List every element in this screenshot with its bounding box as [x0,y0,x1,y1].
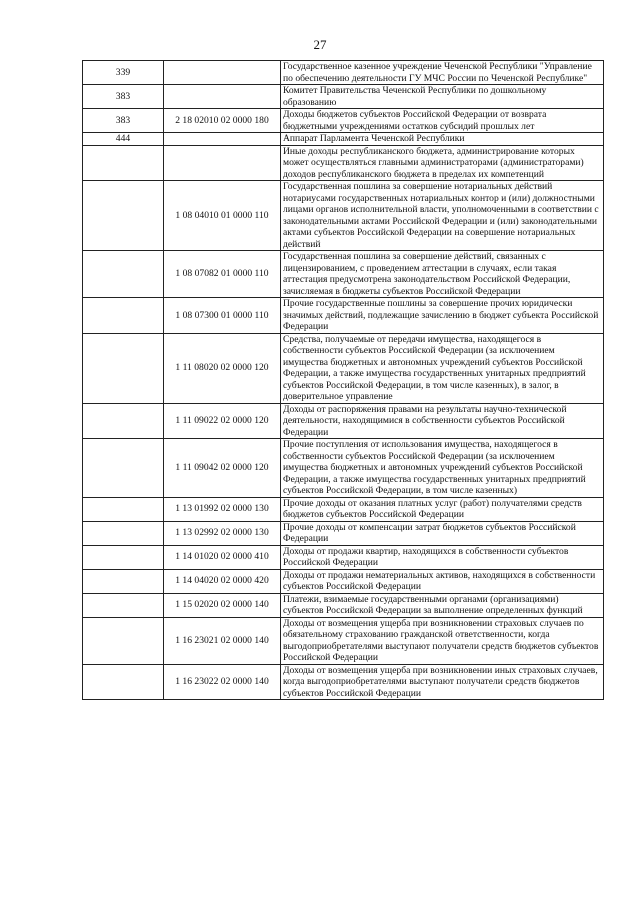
revenue-name-cell: Иные доходы республиканского бюджета, администрирование которых может осуществляться главными администраторами (администраторами) доходов республиканского бюджета в пределах их компетенций [281,145,604,181]
table-row [83,251,604,298]
revenue-name-cell: Прочие доходы от оказания платных услуг (работ) получателями средств бюджетов субъектов Российской Федерации [281,497,604,521]
budget-code-cell: 2 18 02010 02 0000 180 [164,109,281,133]
admin-code-cell [83,664,164,700]
revenue-name-cell: Государственная пошлина за совершение нотариальных действий нотариусами государственных нотариальных контор и (или) должностными лицами органов исполнительной власти, уполномоченными в соответствии с законодательными актами Российской Федерации и (или) законодательными актами субъектов Российской Федерации на совершение нотариальных действий [281,181,604,251]
admin-code-cell [83,251,164,298]
budget-code-cell: 1 15 02020 02 0000 140 [164,593,281,617]
revenue-name-cell: Средства, получаемые от передачи имущества, находящегося в собственности субъектов Российской Федерации (за исключением имущества бюджетных и автономных учреждений субъектов Российской Федерации, а также имущества государственных унитарных предприятий субъектов Российской Федерации, в том числе казенных), в залог, в доверительное управление [281,333,604,403]
admin-code-cell [83,145,164,181]
revenue-name-cell: Аппарат Парламента Чеченской Республики [281,133,604,146]
revenue-name-cell: Прочие государственные пошлины за совершение прочих юридически значимых действий, подлежащие зачислению в бюджет субъекта Российской Федерации [281,298,604,334]
table-row [83,545,604,569]
table-row [83,593,604,617]
table-row [83,439,604,498]
budget-code-cell: 1 13 01992 02 0000 130 [164,497,281,521]
table-row [83,61,604,85]
admin-code-cell [83,439,164,498]
budget-code-cell [164,61,281,85]
table-row [83,298,604,334]
page-number: 27 [313,37,327,52]
admin-code-cell [83,403,164,439]
table-row [83,617,604,664]
table-row [83,497,604,521]
admin-code-cell [83,521,164,545]
admin-code-cell [83,497,164,521]
revenue-name-cell: Прочие доходы от компенсации затрат бюджетов субъектов Российской Федерации [281,521,604,545]
budget-code-cell: 1 08 04010 01 0000 110 [164,181,281,251]
revenue-codes-table [82,60,604,700]
revenue-name-cell: Комитет Правительства Чеченской Республики по дошкольному образованию [281,85,604,109]
revenue-name-cell: Прочие поступления от использования имущества, находящегося в собственности субъектов Российской Федерации (за исключением имущества бюджетных и автономных учреждений субъектов Российской Федерации, а также имущества государственных унитарных предприятий субъектов Российской Федерации, в том числе казенных) [281,439,604,498]
revenue-name-cell: Доходы от возмещения ущерба при возникновении страховых случаев по обязательному страхованию гражданской ответственности, когда выгодоприобретателями выступают получатели средств бюджетов субъектов Российской Федерации [281,617,604,664]
budget-code-cell: 1 16 23021 02 0000 140 [164,617,281,664]
budget-code-cell: 1 11 09042 02 0000 120 [164,439,281,498]
admin-code-cell [83,569,164,593]
table-row [83,569,604,593]
table-row [83,109,604,133]
budget-code-cell: 1 11 09022 02 0000 120 [164,403,281,439]
budget-code-cell: 1 08 07300 01 0000 110 [164,298,281,334]
table-row [83,145,604,181]
revenue-name-cell: Доходы от распоряжения правами на результаты научно-технической деятельности, находящимися в собственности субъектов Российской Федерации [281,403,604,439]
admin-code-cell [83,545,164,569]
admin-code-cell: 444 [83,133,164,146]
budget-code-cell: 1 14 04020 02 0000 420 [164,569,281,593]
budget-code-cell [164,133,281,146]
admin-code-cell [83,298,164,334]
table-row [83,181,604,251]
revenue-name-cell: Государственное казенное учреждение Чеченской Республики "Управление по обеспечению деятельности ГУ МЧС России по Чеченской Республике" [281,61,604,85]
admin-code-cell [83,593,164,617]
revenue-name-cell: Доходы бюджетов субъектов Российской Федерации от возврата бюджетными учреждениями остатков субсидий прошлых лет [281,109,604,133]
table-row [83,133,604,146]
budget-code-cell: 1 08 07082 01 0000 110 [164,251,281,298]
budget-code-cell: 1 13 02992 02 0000 130 [164,521,281,545]
table-row [83,333,604,403]
revenue-name-cell: Платежи, взимаемые государственными органами (организациями) субъектов Российской Федерации за выполнение определенных функций [281,593,604,617]
admin-code-cell [83,617,164,664]
admin-code-cell: 383 [83,85,164,109]
budget-code-cell: 1 11 08020 02 0000 120 [164,333,281,403]
table-body [83,61,604,700]
budget-code-cell [164,145,281,181]
table-row [83,664,604,700]
table-row [83,403,604,439]
budget-code-cell: 1 16 23022 02 0000 140 [164,664,281,700]
admin-code-cell: 339 [83,61,164,85]
revenue-name-cell: Государственная пошлина за совершение действий, связанных с лицензированием, с проведением аттестации в случаях, если такая аттестация предусмотрена законодательством Российской Федерации, зачисляемая в бюджеты субъектов Российской Федерации [281,251,604,298]
admin-code-cell [83,181,164,251]
budget-code-cell [164,85,281,109]
admin-code-cell [83,333,164,403]
revenue-name-cell: Доходы от возмещения ущерба при возникновении иных страховых случаев, когда выгодоприобретателями выступают получатели средств бюджетов субъектов Российской Федерации [281,664,604,700]
budget-code-cell: 1 14 01020 02 0000 410 [164,545,281,569]
table-row [83,521,604,545]
revenue-name-cell: Доходы от продажи нематериальных активов, находящихся в собственности субъектов Российской Федерации [281,569,604,593]
admin-code-cell: 383 [83,109,164,133]
revenue-name-cell: Доходы от продажи квартир, находящихся в собственности субъектов Российской Федерации [281,545,604,569]
table-row [83,85,604,109]
